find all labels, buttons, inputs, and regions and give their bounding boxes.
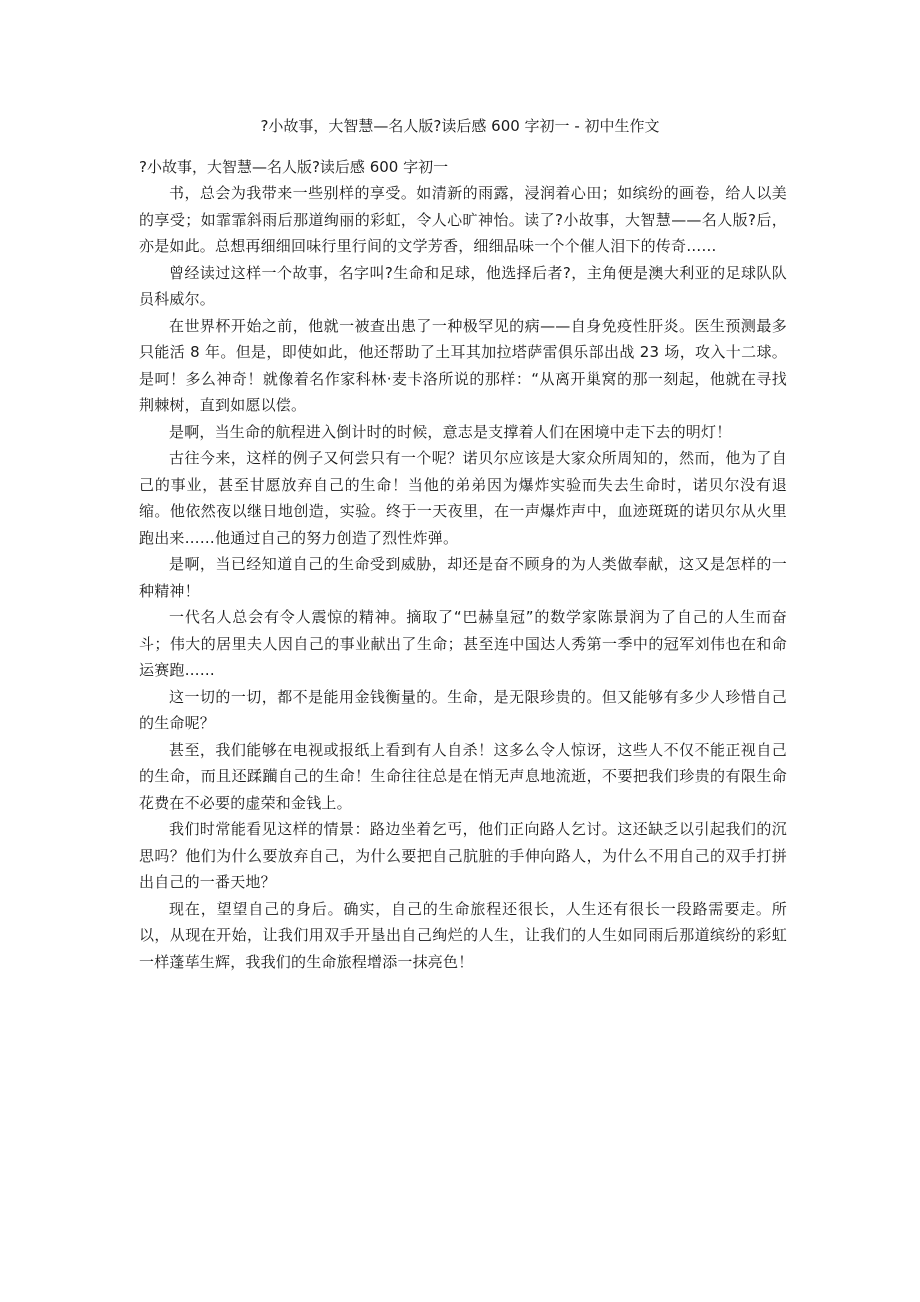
paragraph-7: 一代名人总会有令人震惊的精神。摘取了“巴赫皇冠”的数学家陈景润为了自己的人生而奋斗；伟大的居里夫人因自己的事业献出了生命；甚至连中国达人秀第一季中的冠军刘伟也在和命运赛跑…… — [139, 608, 787, 679]
paragraph-3: 在世界杯开始之前，他就一被查出患了一种极罕见的病——自身免疫性肝炎。医生预测最多只能活 8 年。但是，即使如此，他还帮助了土耳其加拉塔萨雷俱乐部出战 23 场，攻入十二球。是呵！多么神奇！就像着名作家科林·麦卡洛所说的那样：“从离开巢窝的那一刻起，他就在寻找荆棘树，直到如愿以偿。 — [139, 316, 787, 414]
paragraph-2: 曾经读过这样一个故事，名字叫?生命和足球，他选择后者?，主角便是澳大利亚的足球队队员科威尔。 — [139, 263, 787, 308]
paragraph-10: 我们时常能看见这样的情景：路边坐着乞丐，他们正向路人乞讨。这还缺乏以引起我们的沉思吗？他们为什么要放弃自己，为什么要把自己肮脏的手伸向路人，为什么不用自己的双手打拼出自己的一番天地？ — [139, 820, 787, 891]
paragraph-11: 现在，望望自己的身后。确实，自己的生命旅程还很长，人生还有很长一段路需要走。所以，从现在开始，让我们用双手开垦出自己绚烂的人生，让我们的人生如同雨后那道缤纷的彩虹一样蓬荜生辉，我我们的生命旅程增添一抹亮色！ — [139, 899, 787, 971]
paragraph-9: 甚至，我们能够在电视或报纸上看到有人自杀！这多么令人惊讶，这些人不仅不能正视自己的生命，而且还蹂躏自己的生命！生命往往总是在悄无声息地流逝，不要把我们珍贵的有限生命花费在不必要的虚荣和金钱上。 — [139, 740, 787, 812]
paragraph-5: 古往今来，这样的例子又何尝只有一个呢？诺贝尔应该是大家众所周知的，然而，他为了自己的事业，甚至甘愿放弃自己的生命！当他的弟弟因为爆炸实验而失去生命时，诺贝尔没有退缩。他依然夜以继日地创造，实验。终于一天夜里，在一声爆炸声中，血迹斑斑的诺贝尔从火里跑出来……他通过自己的努力创造了烈性炸弹。 — [139, 449, 787, 547]
paragraph-6: 是啊，当已经知道自己的生命受到威胁，却还是奋不顾身的为人类做奉献，这又是怎样的一种精神！ — [139, 555, 787, 600]
paragraph-4: 是啊，当生命的航程进入倒计时的时候，意志是支撑着人们在困境中走下去的明灯！ — [169, 422, 732, 441]
paragraph-1: 书，总会为我带来一些别样的享受。如清新的雨露，浸润着心田；如缤纷的画卷，给人以美的享受；如霏霏斜雨后那道绚丽的彩虹，令人心旷神怡。读了?小故事，大智慧——名人版?后，亦是如此。总想再细细回味行里行间的文学芳香，细细品味一个个催人泪下的传奇…… — [139, 184, 787, 255]
document-body — [139, 154, 787, 975]
article-subtitle: ?小故事，大智慧—名人版?读后感 600 字初一 — [139, 158, 449, 176]
paragraph-8: 这一切的一切，都不是能用金钱衡量的。生命，是无限珍贵的。但又能够有多少人珍惜自己的生命呢？ — [139, 687, 787, 732]
document-title: ?小故事，大智慧—名人版?读后感 600 字初一 - 初中生作文 — [260, 117, 660, 135]
